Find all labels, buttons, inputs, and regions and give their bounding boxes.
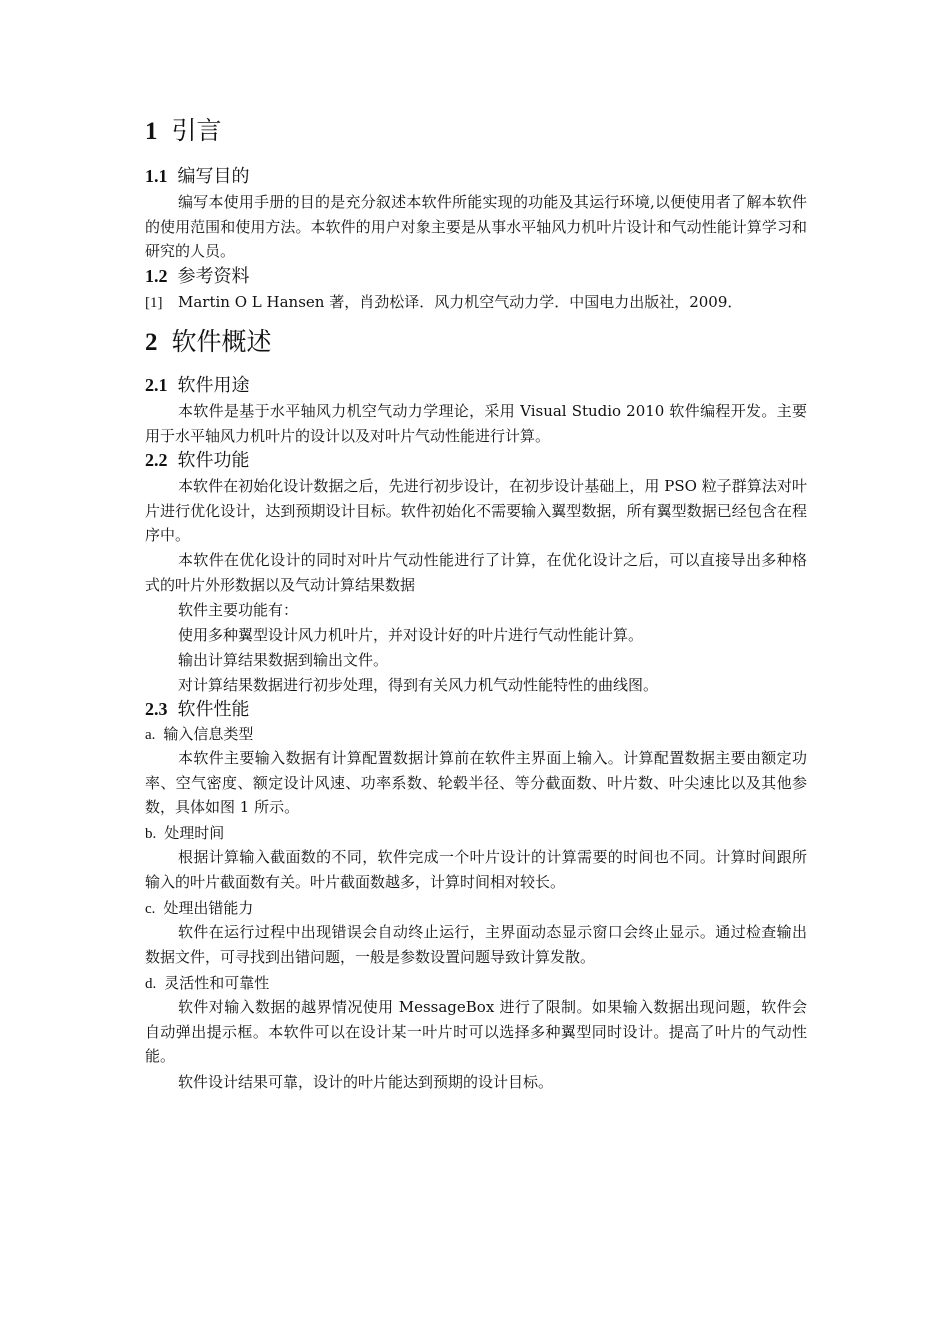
section-number: 2.3 (145, 699, 168, 719)
section-title: 编写目的 (177, 166, 250, 187)
subsection-a-heading (145, 724, 253, 745)
section-number: 2 (145, 329, 158, 356)
section-title: 参考资料 (177, 266, 250, 287)
text-line: 软件主要功能有： (178, 601, 299, 619)
paragraph: 编写本使用手册的目的是充分叙述本软件所能实现的功能及其运行环境,以便使用者了解本软件的使用范围和使用方法。本软件的用户对象主要是从事水平轴风力机叶片设计和气动性能计算学习和研究的人员。 (145, 193, 807, 260)
paragraph: 本软件主要输入数据有计算配置数据计算前在软件主界面上输入。计算配置数据主要由额定功率、空气密度、额定设计风速、功率系数、轮毂半径、等分截面数、叶片数、叶尖速比以及其他参数，具体如图 1 所示。 (145, 749, 807, 816)
item-title: 灵活性和可靠性 (164, 974, 270, 992)
section-2-1-heading (145, 374, 250, 397)
section-1-2-heading (145, 265, 250, 288)
section-2-heading (145, 327, 272, 358)
section-2-3-heading (145, 698, 250, 721)
section-number: 1.2 (145, 266, 168, 286)
section-number: 1.1 (145, 166, 168, 186)
paragraph: 本软件在初始化设计数据之后，先进行初步设计，在初步设计基础上，用 PSO 粒子群算法对叶片进行优化设计，达到预期设计目标。软件初始化不需要输入翼型数据，所有翼型数据已经包含在程序中。 (145, 477, 807, 544)
paragraph: 根据计算输入截面数的不同，软件完成一个叶片设计的计算需要的时间也不同。计算时间跟所输入的叶片截面数有关。叶片截面数越多，计算时间相对较长。 (145, 848, 807, 891)
item-title: 处理时间 (164, 824, 225, 842)
item-label: c. (145, 901, 156, 917)
paragraph: 本软件在优化设计的同时对叶片气动性能进行了计算，在优化设计之后，可以直接导出多种格式的叶片外形数据以及气动计算结果数据 (145, 551, 807, 594)
reference-text: Martin O L Hansen 著，肖劲松译．风力机空气动力学．中国电力出版社，2009． (178, 293, 743, 311)
subsection-c-heading (145, 898, 253, 919)
paragraph: 软件在运行过程中出现错误会自动终止运行，主界面动态显示窗口会终止显示。通过检查输出数据文件，可寻找到出错问题，一般是参数设置问题导致计算发散。 (145, 923, 807, 966)
item-title: 处理出错能力 (163, 899, 254, 917)
text-line: 对计算结果数据进行初步处理，得到有关风力机气动性能特性的曲线图。 (178, 676, 659, 694)
section-title: 软件功能 (177, 450, 250, 471)
section-title: 引言 (171, 116, 222, 145)
section-title: 软件概述 (171, 327, 272, 356)
subsection-b-heading (145, 823, 224, 844)
item-label: a. (145, 727, 156, 743)
text-line: 使用多种翼型设计风力机叶片，并对设计好的叶片进行气动性能计算。 (178, 626, 644, 644)
reference-item (145, 292, 742, 313)
section-1-heading (145, 116, 222, 147)
section-number: 2.2 (145, 450, 168, 470)
paragraph: 本软件是基于水平轴风力机空气动力学理论，采用 Visual Studio 2010 软件编程开发。主要用于水平轴风力机叶片的设计以及对叶片气动性能进行计算。 (145, 402, 807, 445)
text-line: 输出计算结果数据到输出文件。 (178, 651, 389, 669)
item-title: 输入信息类型 (163, 725, 254, 743)
reference-index: [1] (145, 295, 163, 311)
paragraph: 软件设计结果可靠，设计的叶片能达到预期的设计目标。 (178, 1073, 554, 1091)
section-number: 1 (145, 118, 158, 145)
subsection-d-heading (145, 973, 269, 994)
item-label: d. (145, 976, 157, 992)
section-2-2-heading (145, 449, 250, 472)
section-title: 软件用途 (177, 375, 250, 396)
section-number: 2.1 (145, 375, 168, 395)
section-title: 软件性能 (177, 699, 250, 720)
section-1-1-heading (145, 165, 250, 188)
item-label: b. (145, 826, 157, 842)
paragraph: 软件对输入数据的越界情况使用 MessageBox 进行了限制。如果输入数据出现问题，软件会自动弹出提示框。本软件可以在设计某一叶片时可以选择多种翼型同时设计。提高了叶片的气动性能。 (145, 998, 807, 1065)
